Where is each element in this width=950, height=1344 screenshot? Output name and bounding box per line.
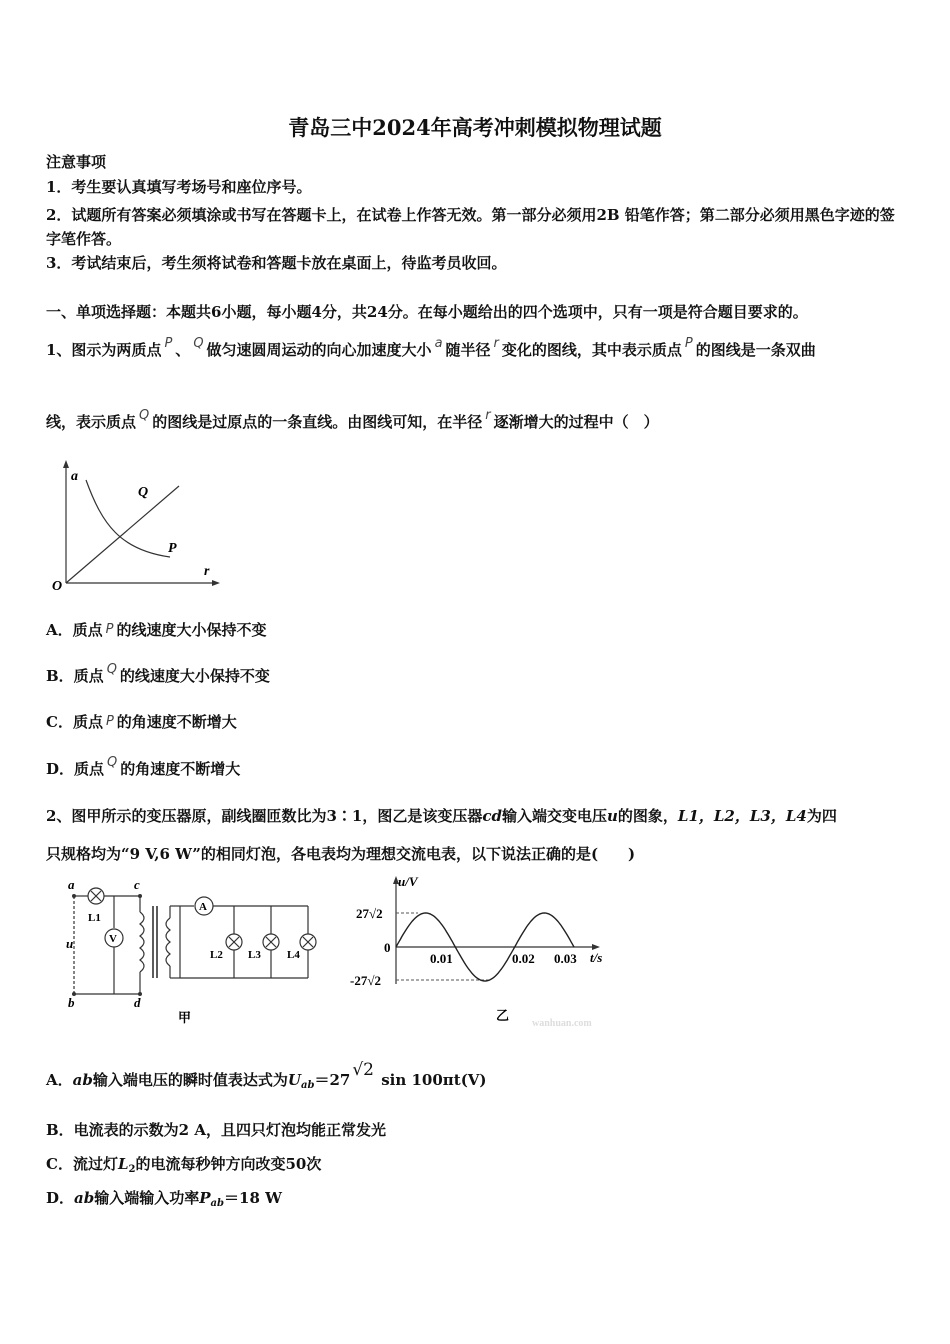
q2-option-d: D．ab输入端输入功率$P_{ab}=18$ W — [46, 1189, 282, 1209]
curve-q-label: Q — [138, 485, 149, 500]
tick-003: 0.03 — [554, 951, 577, 966]
q1-option-b: B．质点 Q 的线速度大小保持不变 — [46, 662, 270, 685]
q1-graph — [44, 458, 224, 593]
notice-item-1: 1．考生要认真填写考场号和座位序号。 — [46, 178, 312, 196]
notice-heading: 注意事项 — [46, 153, 107, 171]
tick-001: 0.01 — [430, 951, 453, 966]
curve-p-label: P — [168, 541, 177, 556]
q2-option-a: A．ab输入端电压的瞬时值表达式为$U_{ab}=27$ √2 sin 100πt(V) — [46, 1060, 487, 1091]
x-axis-arrow — [212, 580, 220, 586]
q1-option-a: A．质点 P 的线速度大小保持不变 — [46, 621, 267, 639]
q2-line-2: 只规格均为“9 V,6 W”的相同灯泡，各电表均为理想交流电表，以下说法正确的是( ) — [46, 845, 636, 863]
q1-option-d: D．质点 Q 的角速度不断增大 — [46, 755, 241, 778]
q2-waveform-graph — [346, 872, 616, 1032]
q1-line-2: 线，表示质点 Q 的图线是过原点的一条直线。由图线可知，在半径 r 逐渐增大的过程中（ ） — [46, 408, 659, 431]
figure-jia-caption: 甲 — [178, 1010, 192, 1025]
peak-label: 27√2 — [356, 906, 383, 921]
voltage-u-label: u — [66, 936, 74, 951]
voltmeter-symbol: V — [109, 933, 117, 945]
line-q — [66, 486, 179, 583]
notice-item-3: 3．考试结束后，考生须将试卷和答题卡放在桌面上，待监考员收回。 — [46, 254, 507, 272]
tick-002: 0.02 — [512, 951, 535, 966]
lamp-l2-label: L2 — [210, 949, 223, 961]
terminal-a: a — [68, 877, 75, 892]
y-axis-arrow — [63, 460, 69, 468]
q2-line-1: 2、图甲所示的变压器原，副线圈匝数比为3∶1，图乙是该变压器cd输入端交变电压u的图象，L1，L2，L3，L4为四 — [46, 807, 837, 825]
watermark: wanhuan.com — [532, 1018, 592, 1029]
ammeter-symbol: A — [199, 901, 207, 913]
q2-circuit-diagram — [62, 876, 342, 1026]
figure-yi-caption: 乙 — [496, 1008, 510, 1023]
q2-option-b: B．电流表的示数为2 A，且四只灯泡均能正常发光 — [46, 1121, 386, 1139]
notice-item-2: 2．试题所有答案必须填涂或书写在答题卡上，在试卷上作答无效。第一部分必须用2B 铅笔作答；第二部分必须用黑色字迹的签字笔作答。 — [46, 206, 895, 248]
trough-label: -27√2 — [350, 973, 381, 988]
x-label: r — [204, 564, 210, 579]
curve-p — [86, 480, 170, 557]
y-label: a — [71, 469, 78, 484]
terminal-d: d — [134, 995, 141, 1010]
terminal-c: c — [134, 877, 140, 892]
zero-label: 0 — [384, 940, 391, 955]
page-title: 青岛三中2024年高考冲刺模拟物理试题 — [288, 115, 662, 140]
t-axis-label: t/s — [590, 950, 603, 965]
lamp-l3-label: L3 — [248, 949, 261, 961]
origin-label: O — [52, 579, 63, 593]
q1-option-c: C．质点 P 的角速度不断增大 — [46, 713, 237, 731]
lamp-l1-label: L1 — [88, 912, 101, 924]
q1-line-1: 1、图示为两质点 P 、 Q 做匀速圆周运动的向心加速度大小 a 随半径 r 变化的图线，其中表示质点 P 的图线是一条双曲 — [46, 336, 816, 359]
terminal-b: b — [68, 995, 75, 1010]
u-axis-label: u/V — [398, 874, 418, 889]
lamp-l4-label: L4 — [287, 949, 300, 961]
section-heading: 一、单项选择题：本题共6小题，每小题4分，共24分。在每小题给出的四个选项中，只有一项是符合题目要求的。 — [46, 303, 808, 321]
q2-option-c: C．流过灯$L_2$的电流每秒钟方向改变50次 — [46, 1155, 322, 1175]
